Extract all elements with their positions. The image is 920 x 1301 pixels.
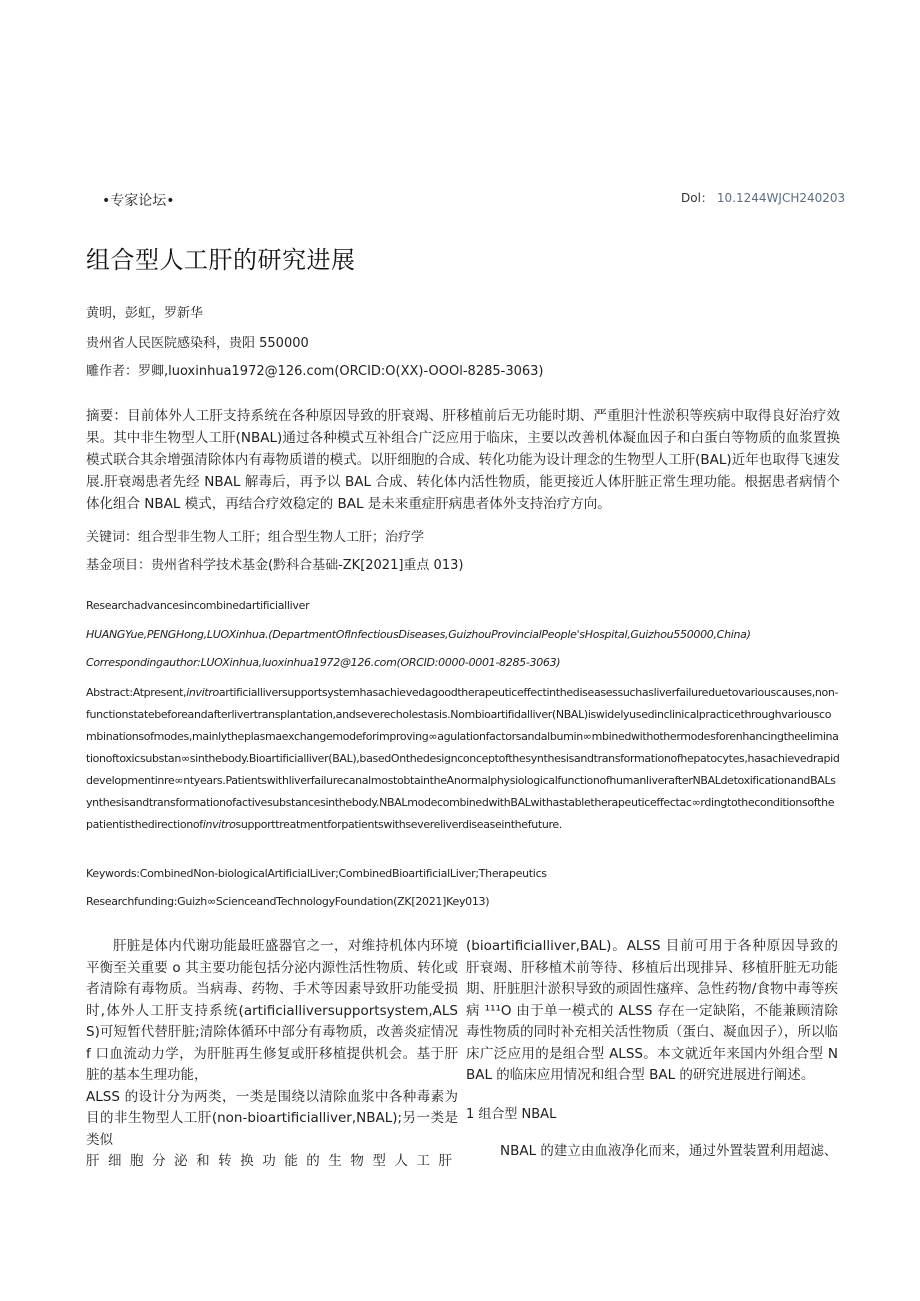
body-paragraph: 肝脏是体内代谢功能最旺盛器官之一，对维持机体内环境平衡至关重要 o 其主要功能包括分泌内源性活性物质、转化或者清除有毒物质。当病毒、药物、手术等因素导致肝功能受损时,体外人工肝支持系统(artificialliversupportsystem,ALSS)可短暂代替肝脏;清除体循环中部分有毒物质，改善炎症情况 f 口血流动力学，为肝脏再生修复或肝移植提供机会。基于肝脏的基本生理功能， — [86, 938, 458, 1083]
abstract-en — [86, 682, 840, 836]
column-tag: •专家论坛• — [102, 193, 175, 209]
affiliation: 贵州省人民医院感染科，贵阳 550000 — [86, 336, 309, 351]
abstract-en-prefix: Abstract:Atpresent, — [86, 686, 187, 699]
doi-value[interactable]: 10.1244WJCH240203 — [716, 191, 846, 205]
english-keywords: Keywords:CombinedNon-biologicalArtificialLiver;CombinedBioartificialLiver;Therapeutics — [86, 867, 547, 880]
body-paragraph: (bioartificialliver,BAL)。ALSS 目前可用于各种原因导致的肝衰竭、肝移植术前等待、移植后出现排异、移植肝脏无功能期、肝脏胆汁淤积导致的顽固性瘙痒、急性药物/食物中毒等疾病 ¹¹¹O 由于单一模式的 ALSS 存在一定缺陷，不能兼顾清除毒性物质的同时补充相关活性物质（蛋白、凝血因子），所以临床广泛应用的是组合型 ALSS。本文就近年来国内外组合型 NBAL 的临床应用情况和组合型 BAL 的研究进展进行阐述。 — [466, 938, 838, 1083]
english-authors: HUANGYue,PENGHong,LUOXinhua.(DepartmentOfInfectiousDiseases,GuizhouProvincialPeople'sHospital,Guizhou550000,China) — [86, 628, 751, 641]
abstract-cn: 摘要：目前体外人工肝支持系统在各种原因导致的肝衰竭、肝移植前后无功能时期、严重胆汁性淤积等疾病中取得良好治疗效果。其中非生物型人工肝(NBAL)通过各种模式互补组合广泛应用于临床，主要以改善机体凝血因子和白蛋白等物质的血浆置换模式联合其余增强清除体内有毒物质谱的模式。以肝细胞的合成、转化功能为设计理念的生物型人工肝(BAL)近年也取得飞速发展.肝衰竭患者先经 NBAL 解毒后，再予以 BAL 合成、转化体内活性物质，能更接近人体肝脏正常生理功能。根据患者病情个体化组合 NBAL 模式，再结合疗效稳定的 BAL 是未来重症肝病患者体外支持治疗方向。 — [86, 408, 840, 512]
doi[interactable] — [681, 189, 845, 206]
corresponding-author: 雕作者：罗卿,luoxinhua1972@126.com(ORCID:O(XX)-OOOl-8285-3063) — [86, 364, 544, 379]
english-corresponding-author: Correspondingauthor:LUOXinhua,luoxinhua1972@126.com(ORCID:0000-0001-8285-3063) — [86, 656, 561, 669]
body-paragraph: ALSS 的设计分为两类，一类是围绕以清除血浆中各种毒素为目的非生物型人工肝(non-bioartificialliver,NBAL);另一类是类似 — [86, 1088, 458, 1148]
doi-label: Dol： — [681, 191, 713, 205]
body-paragraph: NBAL 的建立由血液净化而来，通过外置装置利用超滤、 — [500, 1143, 838, 1159]
body-column-left — [86, 936, 458, 1173]
body-column-right-continued — [466, 1141, 838, 1163]
abstract-en-end: supporttreatmentforpatientswithsevereliverdiseaseinthefuture. — [235, 818, 562, 831]
authors: 黄明，彭虹，罗新华 — [86, 306, 204, 321]
abstract-en-italic: invitro — [186, 686, 219, 699]
english-title: Researchadvancesincombinedartificialliver — [86, 599, 310, 612]
section-heading: 1 组合型 NBAL — [466, 1107, 557, 1122]
funding-cn: 基金项目：贵州省科学技术基金(黔科合基础-ZK[2021]重点 013) — [86, 558, 464, 573]
body-column-right — [466, 936, 838, 1087]
body-paragraph: 肝细胞分泌和转换功能的生物型人工肝 — [86, 1153, 458, 1169]
keywords-cn: 关键词：组合型非生物人工肝；组合型生物人工肝；治疗学 — [86, 530, 425, 545]
abstract-en-body: artificialliversupportsystemhasachievedagoodtherapeuticeffectinthediseasessuchasliverfailureduetovariouscauses,non-functionstatebeforeandafterlivertransplantation,andseverecholestasis.Nombioartifidalliver(NBAL)iswidelyusedinclinicalpracticethroughvariouscombinationsofmodes,mainlytheplasmaexchangemodeforimproving∞agulationfactorsandalbumin∞mbinedwithothermodesforenhancingtheeliminationoftoxicsubstan∞sinthebody.Bioartificialliver(BAL),basedOnthedesignconceptofthesynthesisandtransformationofhepatocytes,hasachievedrapiddevelopmentinre∞ntyears.PatientswithliverfailurecanalmostobtaintheAnormalphysiologicalfunctionofhumanliverafterNBALdetoxificationandBALsynthesisandtransformationofactivesubstancesinthebody.NBALmodecombinedwithBALwithastabletherapeuticeffectac∞rdingtotheconditionsofthepatientisthedirectionof — [86, 686, 840, 831]
english-funding: Researchfunding:Guizh∞ScienceandTechnologyFoundation(ZK[2021]Key013) — [86, 895, 490, 908]
article-title: 组合型人工肝的研究进展 — [86, 246, 356, 274]
abstract-en-italic-2: invitro — [202, 818, 236, 831]
